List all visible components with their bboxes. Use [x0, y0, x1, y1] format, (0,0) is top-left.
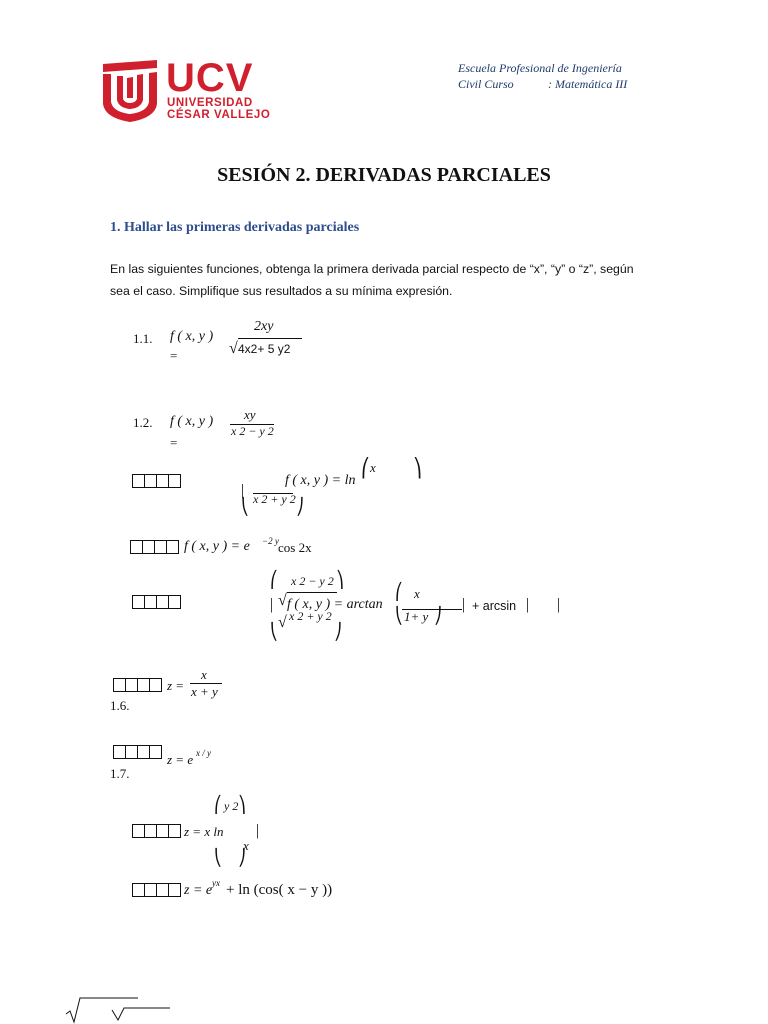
function-tail: + ln (cos( x − y )) — [226, 882, 333, 898]
sqrt-icon: √ — [229, 340, 238, 357]
course-label: Civil Curso — [458, 77, 514, 91]
bracket-icon: ⎠ — [238, 850, 246, 867]
bracket-icon: | — [462, 596, 466, 613]
fraction-bar — [238, 338, 302, 339]
bracket-icon: ⎝ — [214, 850, 222, 867]
function-expression: f ( x, y ) = arctan — [287, 597, 383, 612]
item-number-1-7: 1.7. — [110, 766, 130, 781]
function-tail: + arcsin — [472, 599, 517, 613]
fraction-numerator: x — [414, 586, 420, 601]
item-number-placeholder-boxes — [132, 824, 180, 838]
function-expression: f ( x, y ) = e — [184, 539, 250, 554]
course-value: : Matemática III — [548, 77, 628, 91]
bracket-icon: ⎛ — [214, 797, 222, 814]
item-number-placeholder-boxes — [132, 883, 180, 897]
bracket-icon: ⎝ — [395, 608, 403, 625]
fraction-numerator: x — [370, 460, 376, 475]
bracket-icon: | — [256, 822, 260, 839]
bracket-icon: ⎞ — [336, 572, 344, 589]
ucv-logo-icon — [103, 60, 157, 122]
bracket-icon: | — [526, 596, 530, 613]
item-number-placeholder-boxes — [113, 745, 161, 759]
function-expression: z = e — [167, 752, 194, 767]
logo-subtitle-2: CÉSAR VALLEJO — [167, 109, 271, 121]
function-tail: cos 2x — [278, 540, 312, 555]
function-lhs: z = — [167, 678, 185, 693]
bracket-icon: ⎛ — [395, 584, 403, 601]
fraction-numerator: 2xy — [254, 319, 274, 334]
sqrt-icon: √ — [278, 614, 287, 631]
fraction-numerator: x — [201, 667, 207, 682]
right-paren-icon: ⎞ — [413, 458, 422, 478]
fraction-numerator: x 2 − y 2 — [291, 574, 334, 588]
item-number-1-6: 1.6. — [110, 698, 130, 713]
fraction-numerator: y 2 — [224, 799, 239, 813]
sqrt-icon: √ — [278, 592, 287, 609]
intro-line-1: En las siguientes funciones, obtenga la primera derivada parcial respecto de “x”, “y” o “z”, según — [110, 262, 634, 276]
fraction-denominator: x + y — [191, 684, 218, 699]
item-number-1-1: 1.1. — [133, 331, 153, 346]
intro-line-2: sea el caso. Simplifique sus resultados a su mínima expresión. — [110, 284, 453, 298]
fraction-denominator: x — [243, 838, 249, 853]
equals-sign: = — [170, 348, 178, 363]
logo-wordmark: UCV — [166, 56, 254, 100]
fraction-denominator: x 2 − y 2 — [231, 424, 274, 438]
bracket-icon: | — [270, 596, 274, 613]
item-number-placeholder-boxes — [132, 474, 180, 488]
bracket-icon: | — [557, 596, 561, 613]
function-lhs: f ( x, y ) — [170, 414, 214, 429]
bracket-icon: ⎝ — [270, 624, 278, 641]
sqrt-icon — [64, 996, 174, 1024]
function-expression: z = x ln — [184, 824, 224, 839]
bracket-icon: ⎠ — [434, 608, 442, 625]
exponent: yx — [212, 878, 220, 888]
school-name: Escuela Profesional de Ingeniería — [458, 61, 622, 75]
fraction-denominator: 1+ y — [404, 609, 429, 624]
bracket-icon: | — [241, 482, 245, 499]
fraction-denominator: 4x2+ 5 y2 — [238, 342, 291, 356]
fraction-numerator: xy — [244, 407, 256, 422]
logo-subtitle-1: UNIVERSIDAD — [167, 97, 253, 109]
fraction-denominator: x 2 + y 2 — [253, 492, 296, 506]
bracket-icon: ⎝ — [241, 499, 249, 516]
bracket-icon: ⎠ — [296, 499, 304, 516]
function-lhs: f ( x, y ) — [170, 329, 214, 344]
exponent: −2 y — [262, 536, 279, 546]
fraction-denominator: x 2 + y 2 — [289, 609, 332, 623]
page-title: SESIÓN 2. DERIVADAS PARCIALES — [217, 164, 551, 186]
bracket-icon: ⎞ — [238, 797, 246, 814]
item-number-placeholder-boxes — [130, 540, 178, 554]
bracket-icon: ⎛ — [270, 572, 278, 589]
item-number-1-2: 1.2. — [133, 415, 153, 430]
bracket-icon: ⎠ — [334, 624, 342, 641]
fraction-bar — [287, 592, 337, 593]
section-heading: 1. Hallar las primeras derivadas parciales — [110, 220, 360, 235]
function-expression: f ( x, y ) = ln — [285, 473, 356, 488]
item-number-placeholder-boxes — [113, 678, 161, 692]
left-paren-icon: ⎛ — [361, 458, 370, 478]
equals-sign: = — [170, 435, 178, 450]
exponent: x / y — [196, 748, 211, 758]
item-number-placeholder-boxes — [132, 595, 180, 609]
function-expression: z = e — [184, 883, 213, 898]
